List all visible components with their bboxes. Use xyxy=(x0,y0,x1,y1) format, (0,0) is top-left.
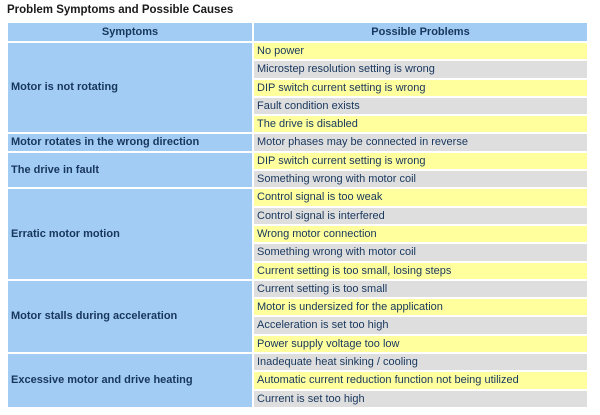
symptom-cell: Excessive motor and drive heating xyxy=(8,354,252,407)
symptom-cell: Erratic motor motion xyxy=(8,189,252,278)
symptom-cell: Motor is not rotating xyxy=(8,43,252,132)
problem-cell: Automatic current reduction function not being utilized xyxy=(254,372,587,388)
problem-cell: Inadequate heat sinking / cooling xyxy=(254,354,587,370)
table-row xyxy=(8,189,587,205)
problem-cell: Motor phases may be connected in reverse xyxy=(254,134,587,150)
page-title: Problem Symptoms and Possible Causes xyxy=(7,4,234,16)
problem-cell: DIP switch current setting is wrong xyxy=(254,153,587,169)
symptom-cell: The drive in fault xyxy=(8,153,252,188)
problem-cell: DIP switch current setting is wrong xyxy=(254,80,587,96)
problem-cell: Control signal is too weak xyxy=(254,189,587,205)
header-row xyxy=(8,23,587,41)
problem-cell: Acceleration is set too high xyxy=(254,317,587,333)
table-row xyxy=(8,281,587,297)
problem-cell: Wrong motor connection xyxy=(254,226,587,242)
problem-cell: Microstep resolution setting is wrong xyxy=(254,61,587,77)
problem-cell: Current is set too high xyxy=(254,391,587,407)
column-header-possible-problems: Possible Problems xyxy=(254,23,587,41)
problem-cell: Something wrong with motor coil xyxy=(254,171,587,187)
table-row xyxy=(8,354,587,370)
table-row xyxy=(8,153,587,169)
symptoms-table xyxy=(6,21,589,409)
symptom-cell: Motor rotates in the wrong direction xyxy=(8,134,252,150)
column-header-symptoms: Symptoms xyxy=(8,23,252,41)
symptom-cell: Motor stalls during acceleration xyxy=(8,281,252,352)
problem-cell: No power xyxy=(254,43,587,59)
problem-cell: Current setting is too small xyxy=(254,281,587,297)
table-row xyxy=(8,134,587,150)
problem-cell: Control signal is interfered xyxy=(254,208,587,224)
problem-cell: Motor is undersized for the application xyxy=(254,299,587,315)
problem-cell: Something wrong with motor coil xyxy=(254,244,587,260)
problem-cell: Power supply voltage too low xyxy=(254,336,587,352)
problem-cell: Fault condition exists xyxy=(254,98,587,114)
problem-cell: The drive is disabled xyxy=(254,116,587,132)
problem-cell: Current setting is too small, losing steps xyxy=(254,263,587,279)
table-row xyxy=(8,43,587,59)
